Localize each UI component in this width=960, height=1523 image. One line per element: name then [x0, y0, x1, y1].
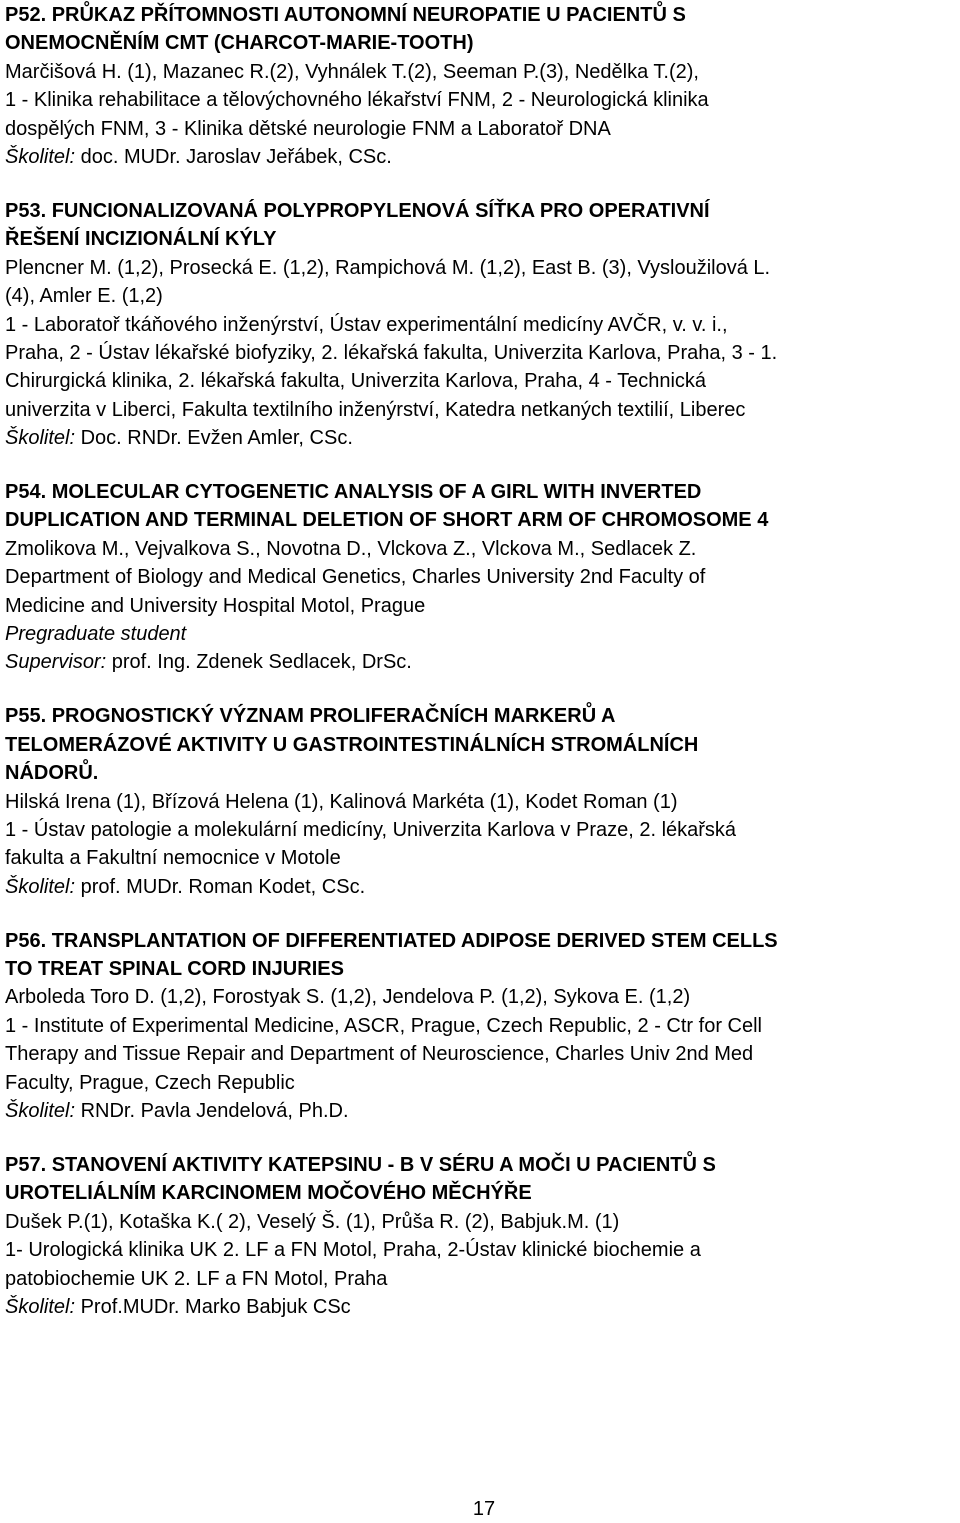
supervisor-name: Prof.MUDr. Marko Babjuk CSc [80, 1295, 351, 1318]
affiliation-line: Praha, 2 - Ústav lékařské biofyziky, 2. lékařská fakulta, Univerzita Karlova, Praha, 3 - 1. [5, 341, 778, 364]
supervisor-name: doc. MUDr. Jaroslav Jeřábek, CSc. [80, 145, 392, 168]
abstract-title-line: P53. FUNCIONALIZOVANÁ POLYPROPYLENOVÁ SÍŤKA PRO OPERATIVNÍ [5, 199, 710, 222]
abstract-title-line: P54. MOLECULAR CYTOGENETIC ANALYSIS OF A GIRL WITH INVERTED [5, 481, 702, 504]
supervisor-name: RNDr. Pavla Jendelová, Ph.D. [80, 1100, 349, 1123]
affiliation-line: 1- Urologická klinika UK 2. LF a FN Motol, Praha, 2-Ústav klinické biochemie a [5, 1239, 701, 1262]
supervisor-label: Školitel: [5, 1295, 76, 1318]
supervisor-line [5, 1097, 958, 1125]
student-status: Pregraduate student [5, 623, 187, 645]
supervisor-name: Doc. RNDr. Evžen Amler, CSc. [80, 427, 353, 450]
supervisor-line [5, 648, 958, 676]
abstract-title-line: TELOMERÁZOVÉ AKTIVITY U GASTROINTESTINÁLNÍCH STROMÁLNÍCH [5, 733, 699, 756]
affiliation-line: Department of Biology and Medical Genetics, Charles University 2nd Faculty of [5, 566, 706, 589]
supervisor-label: Školitel: [5, 145, 76, 168]
affiliation-line: dospělých FNM, 3 - Klinika dětské neurologie FNM a Laboratoř DNA [5, 117, 611, 140]
supervisor-label: Školitel: [5, 875, 76, 898]
supervisor-name: prof. MUDr. Roman Kodet, CSc. [80, 875, 366, 898]
affiliation-line: Medicine and University Hospital Motol, Prague [5, 594, 426, 617]
affiliation-line: Therapy and Tissue Repair and Department of Neuroscience, Charles Univ 2nd Med [5, 1043, 754, 1066]
authors-line: Dušek P.(1), Kotaška K.( 2), Veselý Š. (1), Průša R. (2), Babjuk.M. (1) [5, 1210, 620, 1233]
affiliation-line: patobiochemie UK 2. LF a FN Motol, Praha [5, 1267, 388, 1290]
supervisor-label: Supervisor: [5, 651, 107, 674]
authors-line: Marčišová H. (1), Mazanec R.(2), Vyhnálek T.(2), Seeman P.(3), Nedělka T.(2), [5, 60, 699, 83]
page-number: 17 [472, 1498, 496, 1520]
abstract-p55 [5, 702, 958, 901]
supervisor-label: Školitel: [5, 427, 76, 450]
authors-line: Hilská Irena (1), Břízová Helena (1), Kalinová Markéta (1), Kodet Roman (1) [5, 790, 678, 813]
supervisor-line [5, 143, 958, 171]
affiliation-line: 1 - Institute of Experimental Medicine, ASCR, Prague, Czech Republic, 2 - Ctr for Cell [5, 1014, 762, 1037]
authors-line: Zmolikova M., Vejvalkova S., Novotna D., Vlckova Z., Vlckova M., Sedlacek Z. [5, 537, 697, 560]
abstract-title-line: NÁDORŮ. [5, 762, 99, 785]
abstract-title-line: P55. PROGNOSTICKÝ VÝZNAM PROLIFERAČNÍCH MARKERŮ A [5, 705, 616, 728]
abstract-p52 [5, 1, 958, 171]
abstract-title-line: P56. TRANSPLANTATION OF DIFFERENTIATED ADIPOSE DERIVED STEM CELLS [5, 929, 778, 952]
abstract-p53 [5, 197, 958, 453]
abstract-title-line: P52. PRŮKAZ PŘÍTOMNOSTI AUTONOMNÍ NEUROPATIE U PACIENTŮ S [5, 4, 686, 26]
abstract-title-line: TO TREAT SPINAL CORD INJURIES [5, 958, 344, 981]
affiliation-line: fakulta a Fakultní nemocnice v Motole [5, 847, 341, 870]
abstracts-page [5, 1, 958, 1347]
abstract-title-line: DUPLICATION AND TERMINAL DELETION OF SHORT ARM OF CHROMOSOME 4 [5, 509, 769, 532]
affiliation-line: 1 - Laboratoř tkáňového inženýrství, Ústav experimentální medicíny AVČR, v. v. i., [5, 313, 728, 336]
affiliation-line: 1 - Ústav patologie a molekulární medicíny, Univerzita Karlova v Praze, 2. lékařská [5, 818, 737, 841]
authors-line: Arboleda Toro D. (1,2), Forostyak S. (1,2), Jendelova P. (1,2), Sykova E. (1,2) [5, 986, 691, 1009]
affiliation-line: univerzita v Liberci, Fakulta textilního inženýrství, Katedra netkaných textilií, Liberec [5, 398, 746, 421]
abstract-p57 [5, 1151, 958, 1321]
authors-line: Plencner M. (1,2), Prosecká E. (1,2), Rampichová M. (1,2), East B. (3), Vysloužilová L. [5, 256, 771, 279]
supervisor-line [5, 873, 958, 901]
abstract-p56 [5, 927, 958, 1126]
abstract-title-line: UROTELIÁLNÍM KARCINOMEM MOČOVÉHO MĚCHÝŘE [5, 1182, 532, 1205]
affiliation-line: 1 - Klinika rehabilitace a tělovýchovného lékařství FNM, 2 - Neurologická klinika [5, 89, 709, 112]
supervisor-label: Školitel: [5, 1100, 76, 1123]
supervisor-line [5, 424, 958, 452]
abstract-title-line: ŘEŠENÍ INCIZIONÁLNÍ KÝLY [5, 228, 277, 251]
supervisor-line [5, 1293, 958, 1321]
affiliation-line: Faculty, Prague, Czech Republic [5, 1071, 295, 1094]
abstract-p54 [5, 478, 958, 677]
authors-line: (4), Amler E. (1,2) [5, 285, 163, 308]
abstract-title-line: P57. STANOVENÍ AKTIVITY KATEPSINU - B V SÉRU A MOČI U PACIENTŮ S [5, 1154, 716, 1177]
supervisor-name: prof. Ing. Zdenek Sedlacek, DrSc. [111, 651, 412, 674]
abstract-title-line: ONEMOCNĚNÍM CMT (CHARCOT-MARIE-TOOTH) [5, 32, 474, 55]
affiliation-line: Chirurgická klinika, 2. lékařská fakulta, Univerzita Karlova, Praha, 4 - Technická [5, 370, 707, 393]
